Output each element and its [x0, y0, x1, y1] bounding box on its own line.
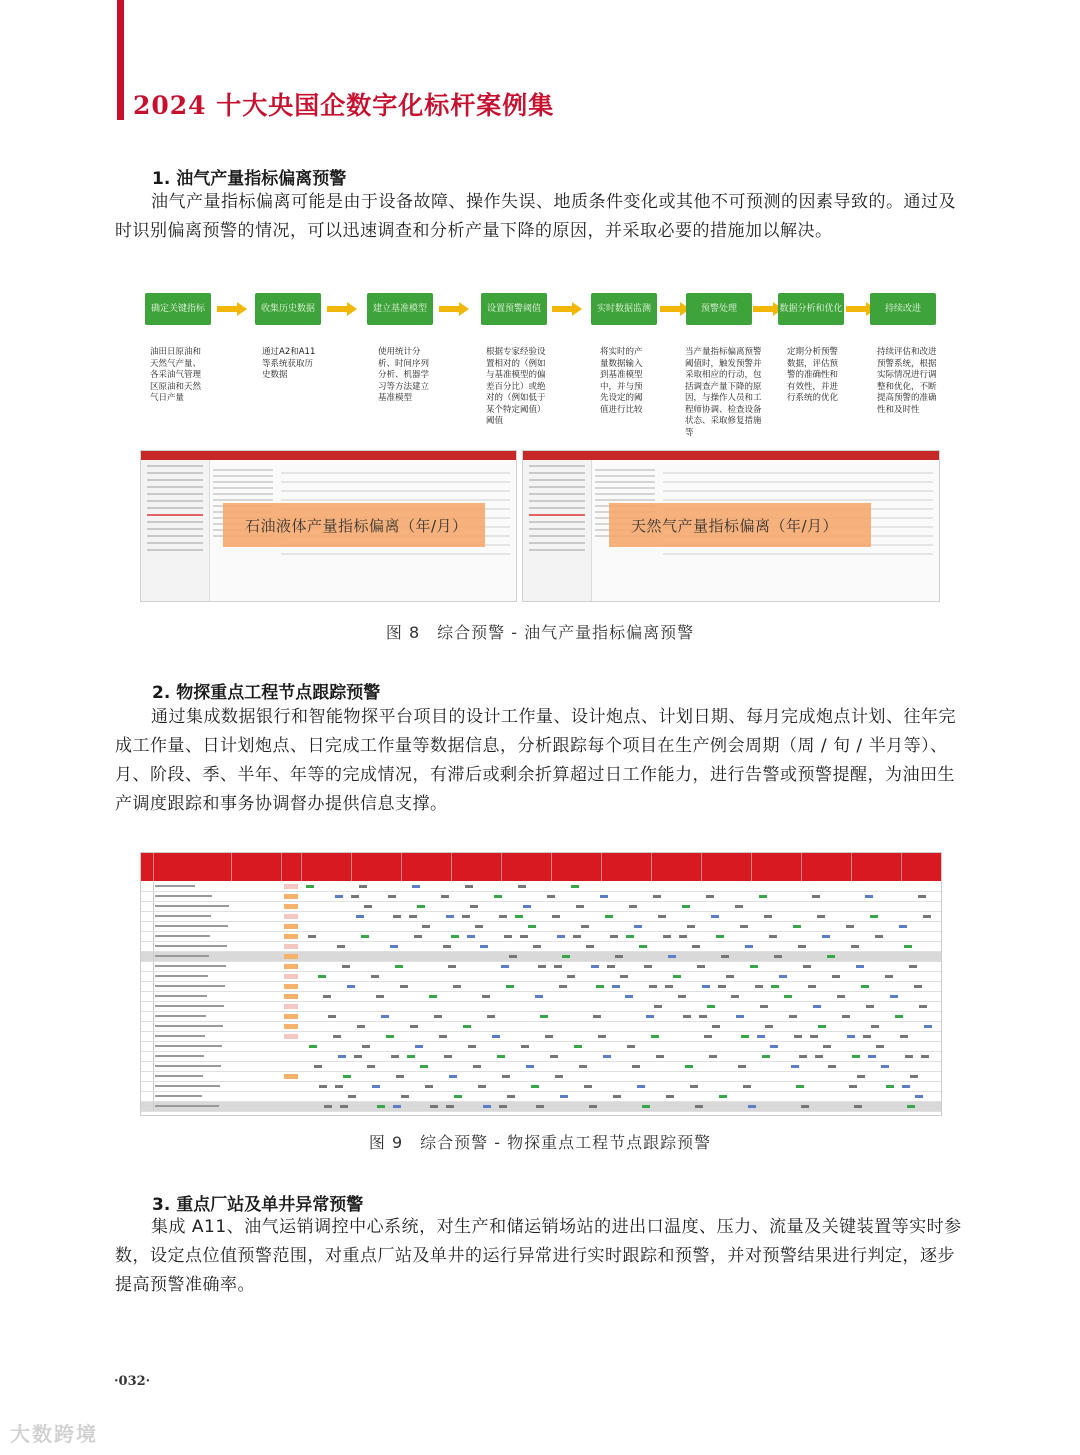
arrow-right-icon: [439, 302, 469, 316]
status-badge: [284, 1014, 298, 1019]
flow-desc-6: 当产量指标偏离预警阈值时，触发预警并采取相应的行动，包括调查产量下降的原因，与操作人员和工程师协调、检查设备状态、采取修复措施等: [685, 347, 762, 438]
status-badge: [284, 974, 298, 979]
flow-step-1: 确定关键指标: [145, 293, 211, 325]
figure-8-caption: 图 8 综合预警 - 油气产量指标偏离预警: [385, 623, 695, 642]
section-2-body: 通过集成数据银行和智能物探平台项目的设计工作量、设计炮点、计划日期、每月完成炮点计划、往年完成工作量、日计划炮点、日完成工作量等数据信息，分析跟踪每个项目在生产例会周期（周 / 旬 / 半月等）、月、阶段、季、半年、年等的完成情况，有滞后或剩余折算超过日工作能力，进行告警或预警提醒，为油田生产调度跟踪和事务协调督办提供信息支撑。: [115, 707, 956, 814]
overlay-label-gas: 天然气产量指标偏离（年/月）: [609, 503, 871, 547]
flow-figure: [140, 285, 940, 605]
status-badge: [284, 1034, 298, 1039]
section-1-title: 1. 油气产量指标偏离预警: [152, 169, 347, 189]
screenshot-oil-deviation: [140, 450, 517, 602]
flow-desc-8: 持续评估和改进预警系统，根据实际情况进行调整和优化，不断提高预警的准确性和及时性: [877, 347, 937, 415]
status-badge: [284, 1024, 298, 1029]
page-number: ·032·: [114, 1374, 151, 1389]
table-row: [141, 962, 941, 972]
flow-step-3: 建立基准模型: [367, 293, 433, 325]
flow-desc-1: 油田日原油和天然气产量、各采油气管理区原油和天然气日产量: [150, 347, 202, 403]
status-badge: [284, 894, 298, 899]
arrow-right-icon: [217, 302, 247, 316]
table-row: [141, 992, 941, 1002]
flow-desc-3: 使用统计分析、时间序列分析、机器学习等方法建立基准模型: [378, 347, 430, 403]
table-row: [141, 1102, 941, 1112]
table-row: [141, 932, 941, 942]
table-row: [141, 1042, 941, 1052]
table-row: [141, 1032, 941, 1042]
section-3-body: 集成 A11、油气运销调控中心系统，对生产和储运销场站的进出口温度、压力、流量及关键装置等实时参数，设定点位值预警范围，对重点厂站及单井的运行异常进行实时跟踪和预警，并对预警结果进行判定，逐步提高预警准确率。: [115, 1217, 962, 1295]
flow-desc-2: 通过A2和A11等系统获取历史数据: [262, 347, 316, 380]
section-1-body: 油气产量指标偏离可能是由于设备故障、操作失误、地质条件变化或其他不可预测的因素导致的。通过及时识别偏离预警的情况，可以迅速调查和分析产量下降的原因，并采取必要的措施加以解决。: [115, 192, 956, 241]
table-row: [141, 1012, 941, 1022]
status-badge: [284, 944, 298, 949]
table-row: [141, 952, 941, 962]
table-row: [141, 912, 941, 922]
flow-step-5: 实时数据监测: [591, 293, 657, 325]
table-row: [141, 1082, 941, 1092]
tracking-table-figure: [140, 852, 942, 1116]
status-badge: [284, 934, 298, 939]
arrow-right-icon: [327, 302, 357, 316]
flow-desc-5: 将实时的产量数据输入到基准模型中，并与预先设定的阈值进行比较: [600, 347, 643, 415]
status-badge: [284, 904, 298, 909]
flow-step-6: 预警处理: [686, 293, 752, 325]
table-row: [141, 882, 941, 892]
header-accent-bar: [117, 0, 124, 120]
table-row: [141, 1002, 941, 1012]
flow-desc-7: 定期分析预警数据，评估预警的准确性和有效性，并进行系统的优化: [787, 347, 839, 403]
status-badge: [284, 1004, 298, 1009]
table-row: [141, 1022, 941, 1032]
section-2-title: 2. 物探重点工程节点跟踪预警: [152, 683, 381, 703]
overlay-label-oil: 石油液体产量指标偏离（年/月）: [223, 503, 485, 547]
arrow-right-icon: [552, 302, 582, 316]
flow-step-2: 收集历史数据: [255, 293, 321, 325]
table-row: [141, 922, 941, 932]
status-badge: [284, 954, 298, 959]
table-row: [141, 1062, 941, 1072]
table-row: [141, 972, 941, 982]
page-header-title: 2024 十大央国企数字化标杆案例集: [133, 91, 555, 120]
flow-step-7: 数据分析和优化: [778, 293, 844, 325]
table-header: [141, 853, 941, 881]
status-badge: [284, 924, 298, 929]
table-row: [141, 1052, 941, 1062]
table-row: [141, 1072, 941, 1082]
status-badge: [284, 914, 298, 919]
status-badge: [284, 994, 298, 999]
status-badge: [284, 984, 298, 989]
table-row: [141, 982, 941, 992]
section-3-title: 3. 重点厂站及单井异常预警: [152, 1195, 364, 1215]
status-badge: [284, 964, 298, 969]
watermark-logo: 大数跨境: [10, 1422, 98, 1446]
status-badge: [284, 1074, 298, 1079]
status-badge: [284, 884, 298, 889]
table-row: [141, 892, 941, 902]
flow-desc-4: 根据专家经验设置相对的（例如与基准模型的偏差百分比）或绝对的（例如低于某个特定阈值）阈值: [486, 347, 546, 426]
flow-step-8: 持续改进: [870, 293, 936, 325]
table-row: [141, 902, 941, 912]
figure-9-caption: 图 9 综合预警 - 物探重点工程节点跟踪预警: [368, 1133, 712, 1152]
table-row: [141, 942, 941, 952]
table-row: [141, 1092, 941, 1102]
screenshot-gas-deviation: [522, 450, 940, 602]
flow-step-4: 设置预警阈值: [481, 293, 547, 325]
